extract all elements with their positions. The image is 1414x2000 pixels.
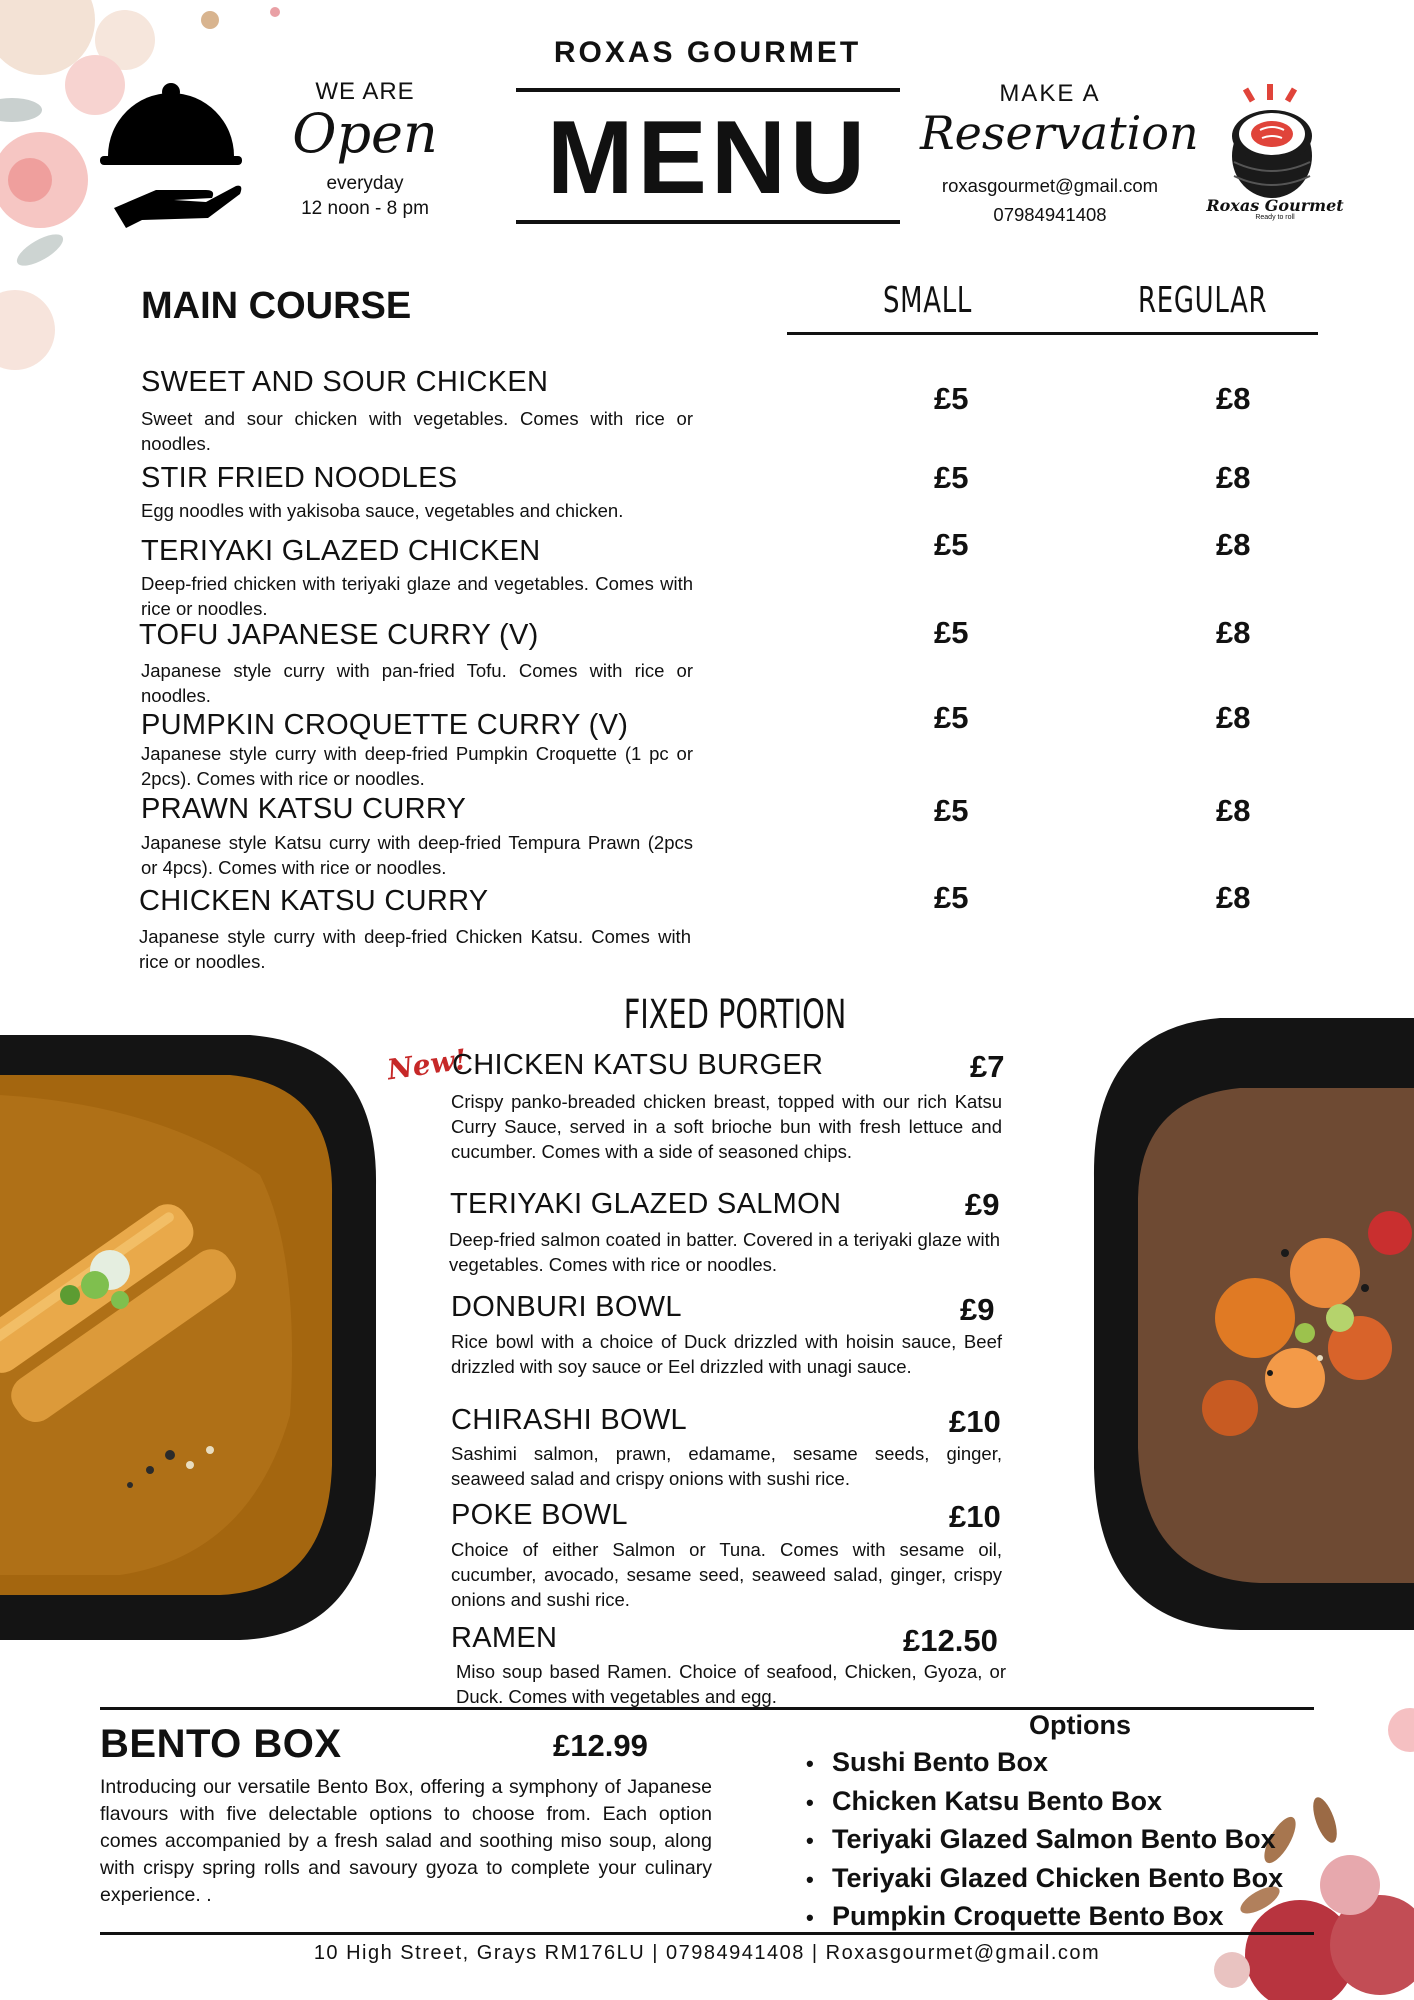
fixed-dish-description: Deep-fried salmon coated in batter. Covered in a teriyaki glaze with vegetables. Comes with rice or noodles. xyxy=(449,1229,1000,1275)
column-header-divider xyxy=(787,332,1318,335)
open-label: Open xyxy=(292,102,438,165)
bento-options-list xyxy=(806,1744,1283,1937)
logo-name: Roxas Gourmet xyxy=(1206,196,1344,215)
fixed-portion-title: FIXED PORTION xyxy=(623,992,847,1038)
dish-description: Deep-fried chicken with teriyaki glaze and vegetables. Comes with rice or noodles. xyxy=(141,573,693,619)
dish-description: Japanese style Katsu curry with deep-fried Tempura Prawn (2pcs or 4pcs). Comes with rice or noodles. xyxy=(141,832,693,878)
dish-name: CHICKEN KATSU CURRY xyxy=(139,885,489,917)
open-days: everyday xyxy=(326,172,404,194)
make-a-label: MAKE A xyxy=(999,80,1101,107)
price-regular: £8 xyxy=(1216,793,1251,828)
reservation-info xyxy=(920,80,1199,227)
bento-price: £12.99 xyxy=(553,1728,648,1763)
reservation-email[interactable]: roxasgourmet@gmail.com xyxy=(941,174,1159,196)
menu-title: MENU xyxy=(546,100,870,216)
price-small: £5 xyxy=(934,700,969,735)
bento-option: • Pumpkin Croquette Bento Box xyxy=(806,1898,1283,1937)
bento-title: BENTO BOX xyxy=(100,1722,342,1766)
sweet-and-sour-bowl-image xyxy=(1090,1018,1414,1635)
price-small: £5 xyxy=(934,460,969,495)
fixed-dish-description: Crispy panko-breaded chicken breast, topped with our rich Katsu Curry Sauce, served in a soft brioche bun with fresh lettuce and cucumber. Comes with a side of seasoned chips. xyxy=(451,1091,1002,1162)
dish-description: Japanese style curry with deep-fried Pumpkin Croquette (1 pc or 2pcs). Comes with rice or noodles. xyxy=(141,743,693,789)
price-regular: £8 xyxy=(1216,460,1251,495)
new-badge: New! xyxy=(385,1042,469,1087)
fixed-dish-price: £12.50 xyxy=(903,1623,998,1658)
title-divider-bottom xyxy=(516,220,900,224)
bento-option: • Chicken Katsu Bento Box xyxy=(806,1783,1283,1822)
reservation-phone[interactable]: 07984941408 xyxy=(993,203,1107,225)
fixed-dish-name: CHICKEN KATSU BURGER xyxy=(452,1049,824,1081)
reservation-label: Reservation xyxy=(920,106,1199,160)
serving-cloche-icon xyxy=(96,78,246,228)
restaurant-name: ROXAS GOURMET xyxy=(553,36,862,69)
price-regular: £8 xyxy=(1216,615,1251,650)
dish-description: Egg noodles with yakisoba sauce, vegetables and chicken. xyxy=(141,500,624,521)
price-small: £5 xyxy=(934,880,969,915)
bento-options-title: Options xyxy=(1029,1710,1131,1740)
fixed-dish-name: CHIRASHI BOWL xyxy=(451,1404,687,1436)
dish-name: TOFU JAPANESE CURRY (V) xyxy=(139,619,539,651)
dish-name: PRAWN KATSU CURRY xyxy=(141,793,467,825)
price-regular: £8 xyxy=(1216,381,1251,416)
dish-name: STIR FRIED NOODLES xyxy=(141,462,458,494)
fixed-dish-price: £7 xyxy=(970,1049,1005,1084)
price-regular: £8 xyxy=(1216,880,1251,915)
fixed-dish-description: Rice bowl with a choice of Duck drizzled with hoisin sauce, Beef drizzled with soy sauce or Eel drizzled with unagi sauce. xyxy=(451,1331,1002,1377)
fixed-dish-description: Sashimi salmon, prawn, edamame, sesame seeds, ginger, seaweed salad and crispy onions with sushi rice. xyxy=(451,1443,1002,1489)
column-regular-header: REGULAR xyxy=(1138,280,1268,321)
dish-name: TERIYAKI GLAZED CHICKEN xyxy=(141,535,541,567)
main-course-title: MAIN COURSE xyxy=(141,285,412,327)
fixed-dish-price: £9 xyxy=(960,1292,995,1327)
katsu-curry-bowl-image xyxy=(0,1035,380,1645)
fixed-dish-description: Choice of either Salmon or Tuna. Comes with sesame oil, cucumber, avocado, sesame seed, seaweed salad, ginger, crispy onions and sushi rice. xyxy=(451,1539,1002,1610)
price-small: £5 xyxy=(934,527,969,562)
dish-description: Japanese style curry with pan-fried Tofu. Comes with rice or noodles. xyxy=(141,660,693,706)
fixed-dish-price: £10 xyxy=(949,1499,1001,1534)
footer-contact: 10 High Street, Grays RM176LU | 07984941408 | Roxasgourmet@gmail.com xyxy=(313,1942,1101,1964)
bento-option: • Teriyaki Glazed Salmon Bento Box xyxy=(806,1821,1283,1860)
opening-hours xyxy=(280,78,450,221)
price-small: £5 xyxy=(934,615,969,650)
open-hours: 12 noon - 8 pm xyxy=(301,197,429,219)
bento-description: Introducing our versatile Bento Box, offering a symphony of Japanese flavours with five delectable options to choose from. Each option comes accompanied by a fresh salad and soothing miso soup, along with crispy spring rolls and savoury gyoza to complete your culinary experience. . xyxy=(100,1776,712,1906)
fixed-dish-name: RAMEN xyxy=(451,1622,558,1654)
fixed-dish-description: Miso soup based Ramen. Choice of seafood, Chicken, Gyoza, or Duck. Comes with vegetables and egg. xyxy=(456,1661,1006,1707)
logo-tagline: Ready to roll xyxy=(1255,214,1295,221)
price-regular: £8 xyxy=(1216,700,1251,735)
dish-description: Sweet and sour chicken with vegetables. Comes with rice or noodles. xyxy=(141,408,693,454)
bento-option: • Sushi Bento Box xyxy=(806,1744,1283,1783)
price-small: £5 xyxy=(934,793,969,828)
dish-name: PUMPKIN CROQUETTE CURRY (V) xyxy=(141,709,629,741)
fixed-dish-name: POKE BOWL xyxy=(451,1499,628,1531)
fixed-dish-name: TERIYAKI GLAZED SALMON xyxy=(450,1188,842,1220)
fixed-dish-price: £10 xyxy=(949,1404,1001,1439)
bento-option: • Teriyaki Glazed Chicken Bento Box xyxy=(806,1860,1283,1899)
column-small-header: SMALL xyxy=(883,280,973,321)
footer-divider xyxy=(100,1932,1314,1935)
we-are-label: WE ARE xyxy=(315,78,415,105)
price-small: £5 xyxy=(934,381,969,416)
fixed-dish-name: DONBURI BOWL xyxy=(451,1291,682,1323)
dish-description: Japanese style curry with deep-fried Chicken Katsu. Comes with rice or noodles. xyxy=(139,926,691,972)
price-regular: £8 xyxy=(1216,527,1251,562)
title-divider-top xyxy=(516,88,900,92)
dish-name: SWEET AND SOUR CHICKEN xyxy=(141,366,549,398)
fixed-dish-price: £9 xyxy=(965,1187,1000,1222)
